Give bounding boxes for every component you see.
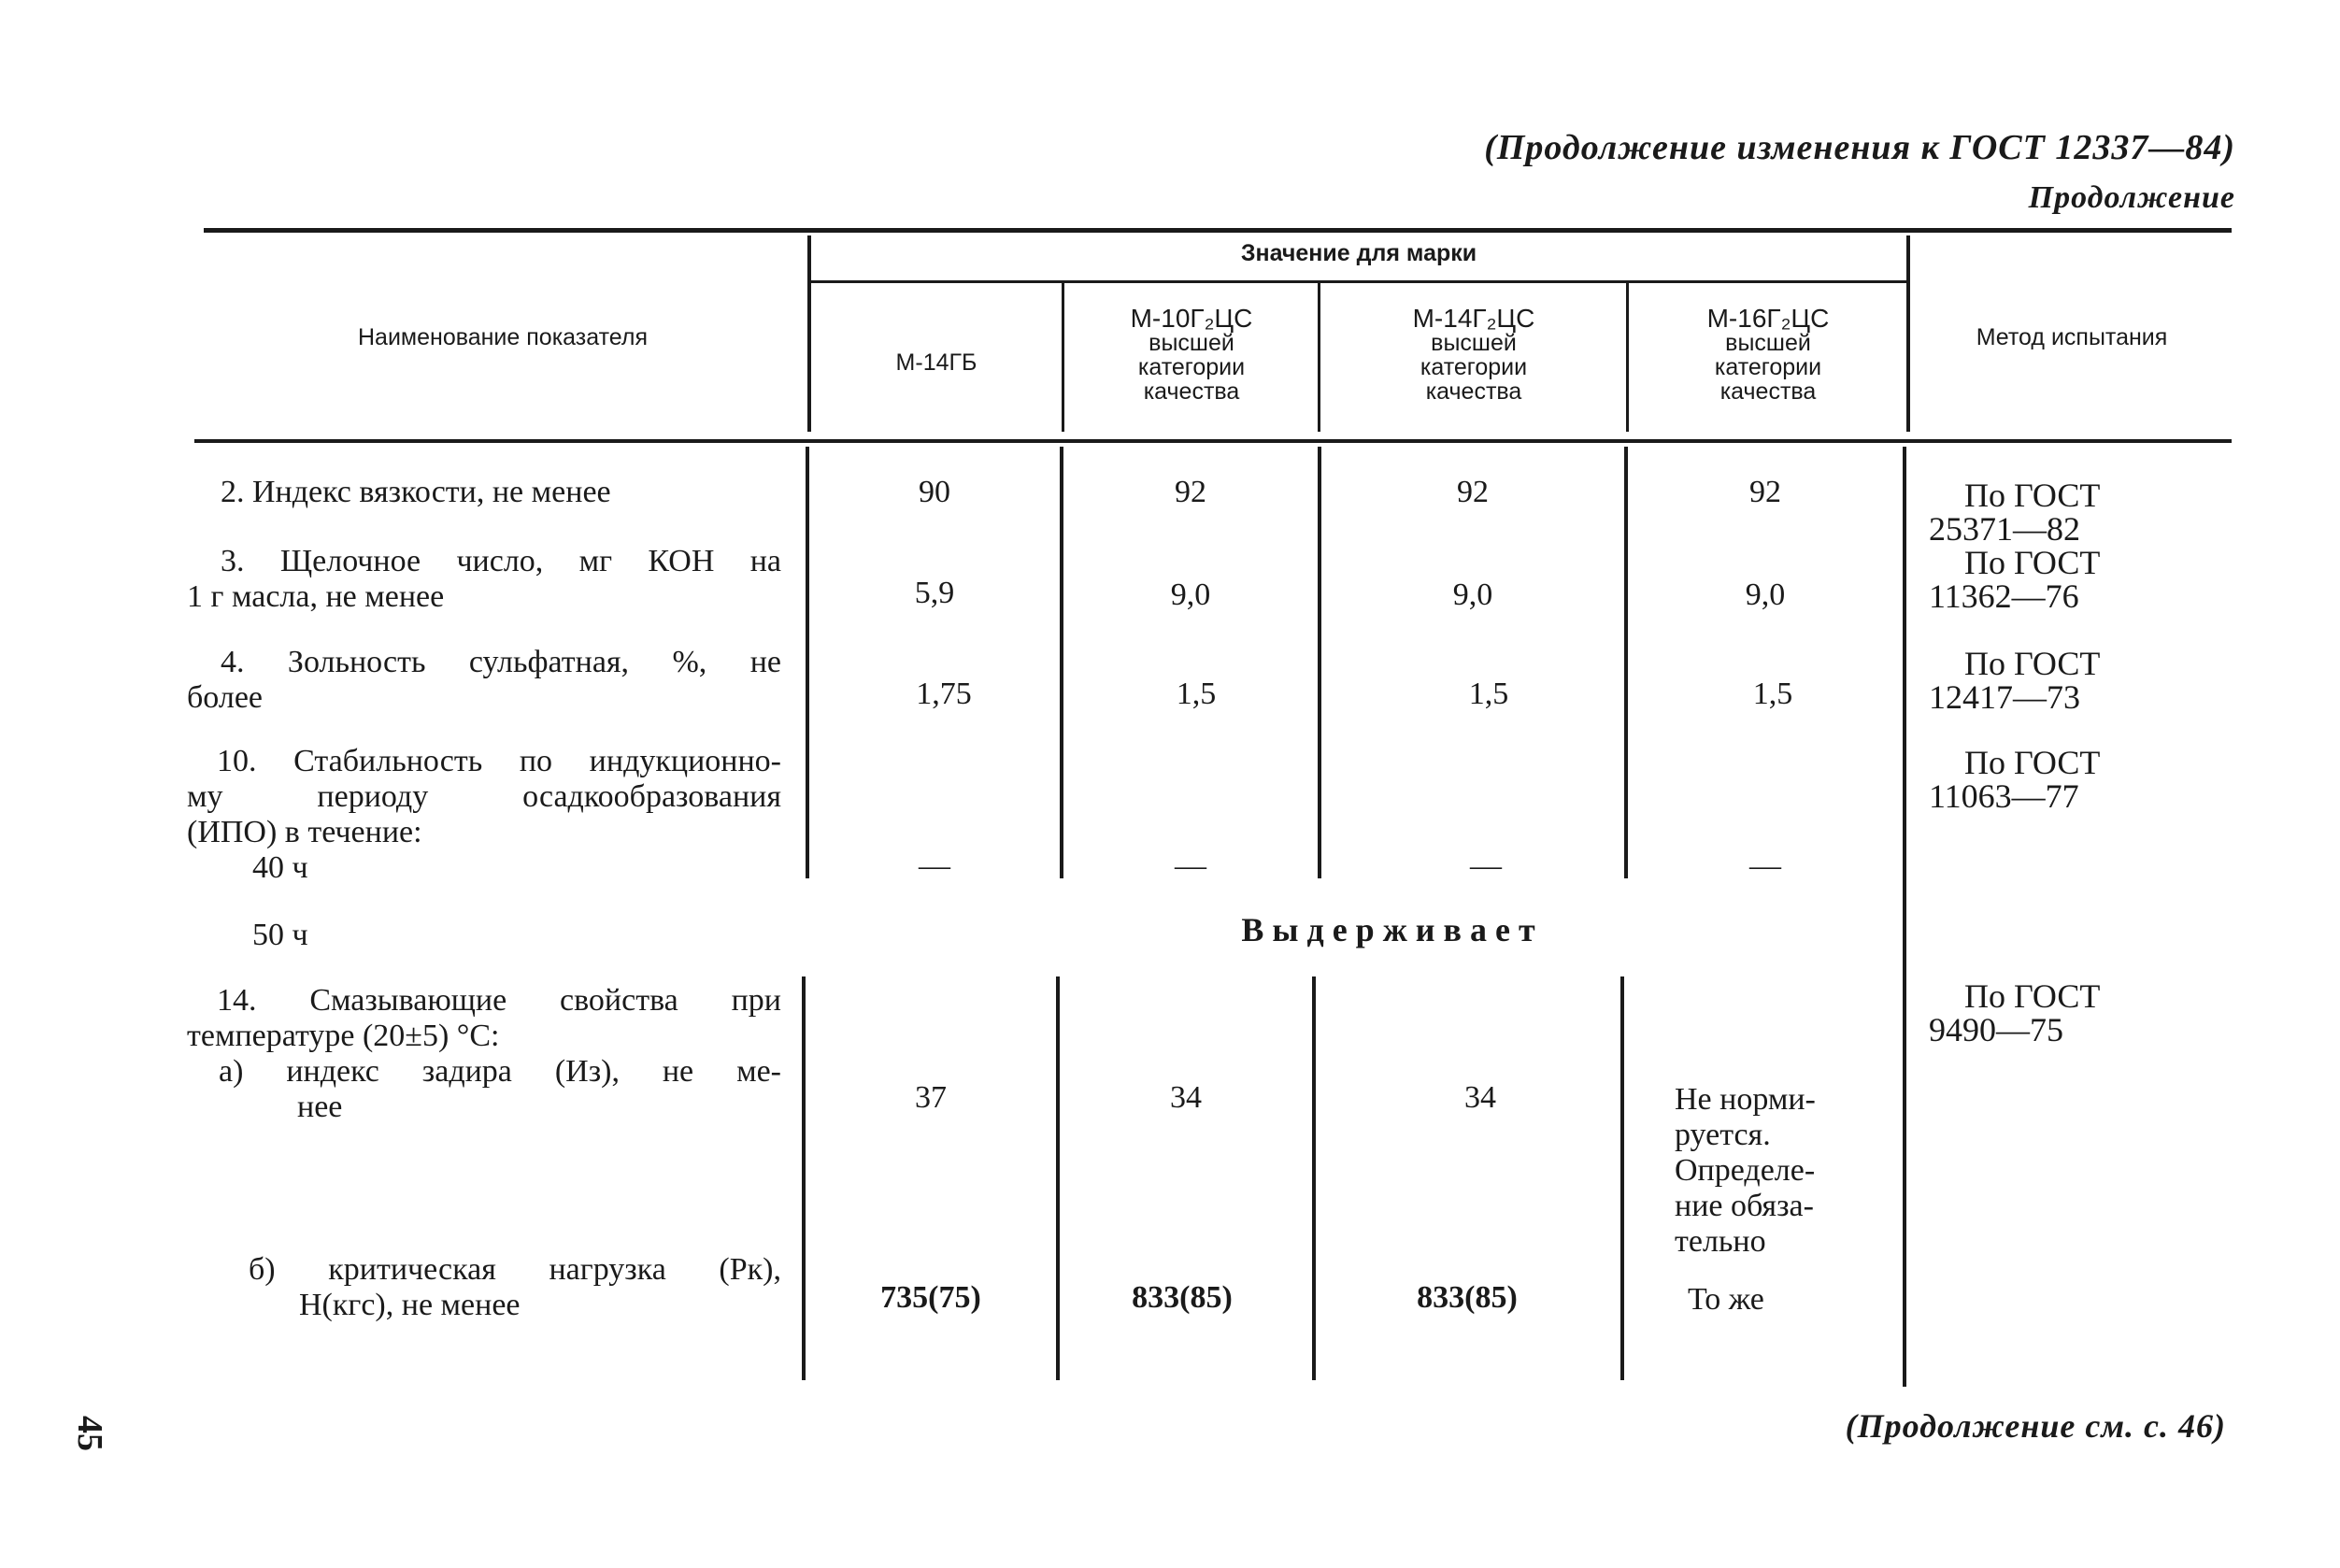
table-row-indicator: 10. Стабильность по индукционно- му периоду осадкообразования (ИПО) в течение: 40 ч (187, 744, 781, 885)
body-divider (1056, 976, 1060, 1380)
table-cell-value: 90 (919, 475, 950, 509)
table-cell-value: 1,75 (916, 677, 972, 711)
body-divider (1312, 976, 1316, 1380)
table-row-indicator: 3. Щелочное число, мг КОН на 1 г масла, не менее (187, 544, 781, 614)
page-number: 45 (70, 1416, 109, 1451)
table-cell-value: То же (1688, 1282, 1764, 1317)
continuation-note: (Продолжение см. с. 46) (1845, 1407, 2226, 1445)
body-divider (802, 976, 806, 1380)
table-cell-value: 92 (1175, 475, 1206, 509)
table-cell-value: 34 (1464, 1080, 1496, 1115)
header-divider (1318, 282, 1320, 432)
table-cell-value: 9,0 (1170, 577, 1211, 612)
table-cell-span-value: Выдерживает (1241, 911, 1544, 948)
body-divider (1620, 976, 1624, 1380)
header-divider (1062, 282, 1064, 432)
table-cell-value: 833(85) (1417, 1280, 1518, 1315)
document-reference: (Продолжение изменения к ГОСТ 12337—84) (1484, 128, 2235, 167)
body-divider (1903, 447, 1906, 1387)
grade-group-header: Значение для марки (1240, 240, 1477, 266)
table-cell-value: — (1470, 848, 1502, 883)
table-cell-value: 833(85) (1132, 1280, 1233, 1315)
header-divider (1626, 282, 1629, 432)
body-divider (1318, 447, 1321, 878)
table-row-indicator: 50 ч (252, 918, 308, 952)
table-row-indicator: б) критическая нагрузка (Рк), Н(кгс), не менее (249, 1252, 781, 1322)
grade-header-m14g2cs: М-14Г₂ЦС высшей категории качества (1412, 304, 1535, 405)
table-cell-value: 735(75) (880, 1280, 981, 1315)
table-top-rule (204, 228, 2232, 233)
table-cell-value: 1,5 (1176, 677, 1217, 711)
table-cell-method: По ГОСТ 11063—77 (1929, 744, 2101, 815)
table-cell-value-note: Не норми- руется. Определе- ние обяза- тельно (1675, 1082, 1816, 1259)
grade-header-m10g2cs: М-10Г₂ЦС высшей категории качества (1130, 304, 1253, 405)
table-cell-value: 1,5 (1468, 677, 1509, 711)
continuation-label: Продолжение (2028, 180, 2235, 215)
table-cell-value: 34 (1170, 1080, 1202, 1115)
table-cell-method: По ГОСТ 25371—82 (1929, 477, 2101, 548)
header-bottom-rule (194, 439, 2232, 443)
table-cell-value: — (1749, 848, 1781, 883)
body-divider (806, 447, 809, 878)
table-cell-method: По ГОСТ 12417—73 (1929, 645, 2101, 716)
table-cell-method: По ГОСТ 9490—75 (1929, 977, 2101, 1048)
table-cell-value: 92 (1457, 475, 1489, 509)
table-cell-value: — (919, 848, 950, 883)
table-cell-method: По ГОСТ 11362—76 (1929, 544, 2101, 615)
body-divider (1060, 447, 1063, 878)
table-cell-value: 9,0 (1745, 577, 1786, 612)
table-row-indicator: 4. Зольность сульфатная, %, не более (187, 645, 781, 715)
table-cell-value: 92 (1749, 475, 1781, 509)
table-row-indicator: 14. Смазывающие свойства при температуре (20±5) °С: а) индекс задира (Из), не ме- нее (187, 983, 781, 1124)
table-cell-value: 1,5 (1752, 677, 1793, 711)
indicator-column-header: Наименование показателя (358, 324, 648, 350)
table-cell-value: 37 (915, 1080, 947, 1115)
body-divider (1624, 447, 1628, 878)
table-cell-value: 5,9 (914, 576, 955, 610)
table-row-indicator: 2. Индекс вязкости, не менее (221, 475, 611, 509)
grade-header-m16g2cs: М-16Г₂ЦС высшей категории качества (1706, 304, 1830, 405)
group-header-rule (809, 280, 1908, 283)
table-cell-value: 9,0 (1452, 577, 1493, 612)
table-cell-value: — (1175, 848, 1206, 883)
grade-header-m14gb: М-14ГБ (895, 349, 977, 376)
method-column-header: Метод испытания (1976, 324, 2168, 350)
